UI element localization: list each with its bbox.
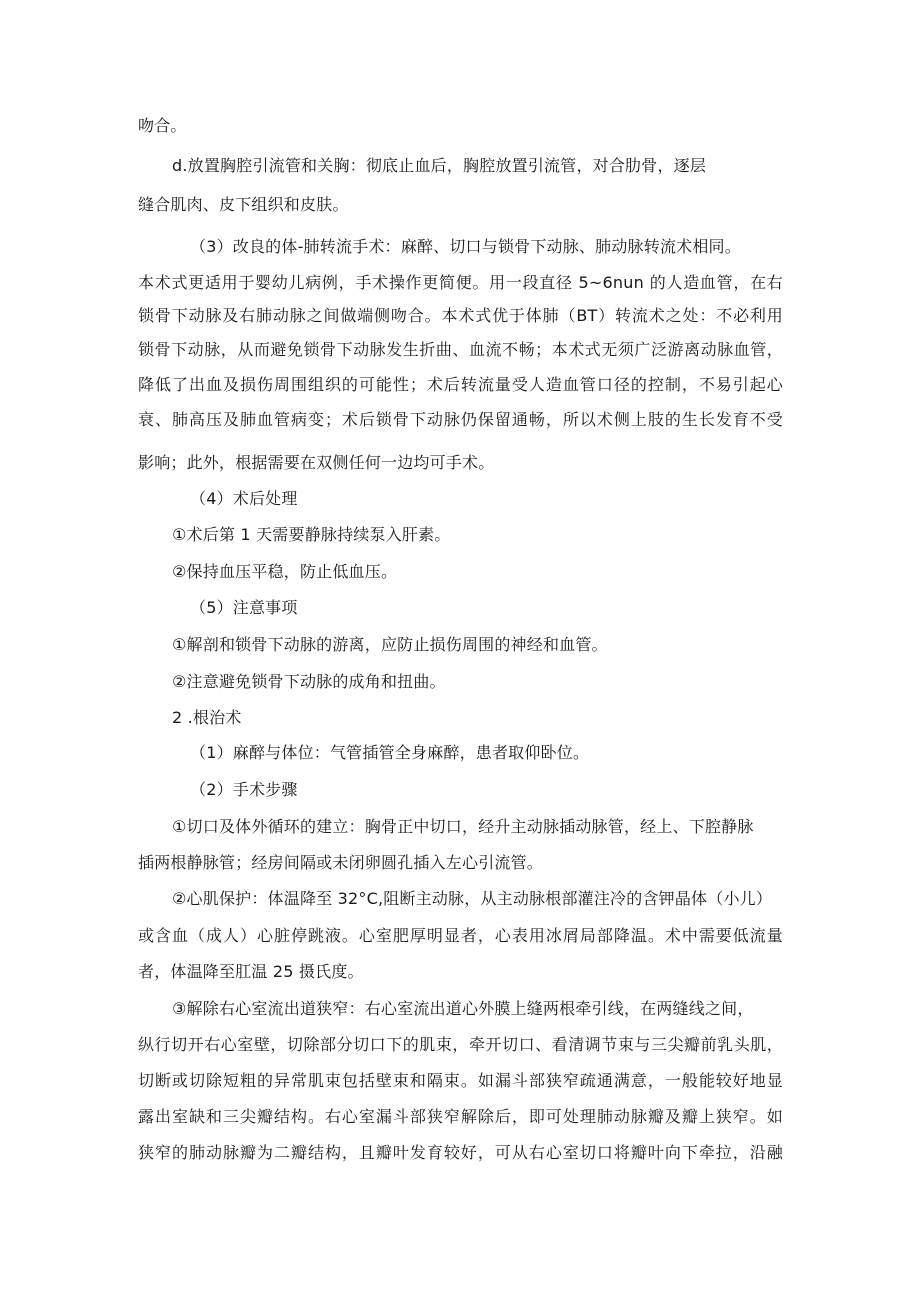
text-line-6: 锁骨下动脉及右肺动脉之间做端侧吻合。本术式优于体肺（BT）转流术之处：不必利用 xyxy=(138,306,783,325)
text-line-15: ①解剖和锁骨下动脉的游离，应防止损伤周围的神经和血管。 xyxy=(172,635,608,654)
text-line-24: 者，体温降至肛温 25 摄氏度。 xyxy=(138,962,364,981)
text-line-16: ②注意避免锁骨下动脉的成角和扭曲。 xyxy=(172,672,446,691)
text-line-14: （5）注意事项 xyxy=(190,598,298,617)
text-line-21: 插两根静脉管；经房间隔或未闭卵圆孔插入左心引流管。 xyxy=(138,853,544,872)
text-line-22: ②心肌保护：体温降至 32°C,阻断主动脉，从主动脉根部灌注冷的含钾晶体（小儿） xyxy=(172,889,773,908)
text-line-5: 本术式更适用于婴幼儿病例，手术操作更简便。用一段直径 5~6nun 的人造血管，在右 xyxy=(138,273,783,292)
text-line-1: 吻合。 xyxy=(138,116,187,135)
text-line-3: 缝合肌肉、皮下组织和皮肤。 xyxy=(138,195,349,214)
text-line-26: 纵行切开右心室壁，切除部分切口下的肌束，牵开切口、看清调节束与三尖瓣前乳头肌， xyxy=(138,1035,783,1054)
text-line-4: （3）改良的体-肺转流手术：麻醉、切口与锁骨下动脉、肺动脉转流术相同。 xyxy=(190,237,741,256)
text-line-9: 衰、肺高压及肺血管病变；术后锁骨下动脉仍保留通畅，所以术侧上肢的生长发育不受 xyxy=(138,410,783,429)
text-line-28: 露出室缺和三尖瓣结构。右心室漏斗部狭窄解除后，即可处理肺动脉瓣及瓣上狭窄。如 xyxy=(138,1107,783,1126)
text-line-18: （1）麻醉与体位：气管插管全身麻醉，患者取仰卧位。 xyxy=(190,743,590,762)
text-line-17: 2 .根治术 xyxy=(172,708,242,727)
text-line-10: 影响；此外，根据需要在双侧任何一边均可手术。 xyxy=(138,453,495,472)
text-line-2: d.放置胸腔引流管和关胸：彻底止血后，胸腔放置引流管，对合肋骨，逐层 xyxy=(172,156,707,175)
text-line-7: 锁骨下动脉，从而避免锁骨下动脉发生折曲、血流不畅；本术式无须广泛游离动脉血管， xyxy=(138,340,783,359)
text-line-11: （4）术后处理 xyxy=(190,489,298,508)
text-line-23: 或含血（成人）心脏停跳液。心室肥厚明显者，心表用冰屑局部降温。术中需要低流量 xyxy=(138,926,783,945)
text-line-8: 降低了出血及损伤周围组织的可能性；术后转流量受人造血管口径的控制，不易引起心 xyxy=(138,375,783,394)
text-line-29: 狭窄的肺动脉瓣为二瓣结构，且瓣叶发育较好，可从右心室切口将瓣叶向下牵拉，沿融 xyxy=(138,1143,783,1162)
text-line-19: （2）手术步骤 xyxy=(190,780,298,799)
text-line-25: ③解除右心室流出道狭窄：右心室流出道心外膜上缝两根牵引线，在两缝线之间， xyxy=(172,999,754,1018)
text-line-27: 切断或切除短粗的异常肌束包括壁束和隔束。如漏斗部狭窄疏通满意，一般能较好地显 xyxy=(138,1071,783,1090)
text-line-20: ①切口及体外循环的建立：胸骨正中切口，经升主动脉插动脉管，经上、下腔静脉 xyxy=(172,817,754,836)
text-line-12: ①术后第 1 天需要静脉持续泵入肝素。 xyxy=(172,525,451,544)
text-line-13: ②保持血压平稳，防止低血压。 xyxy=(172,562,398,581)
